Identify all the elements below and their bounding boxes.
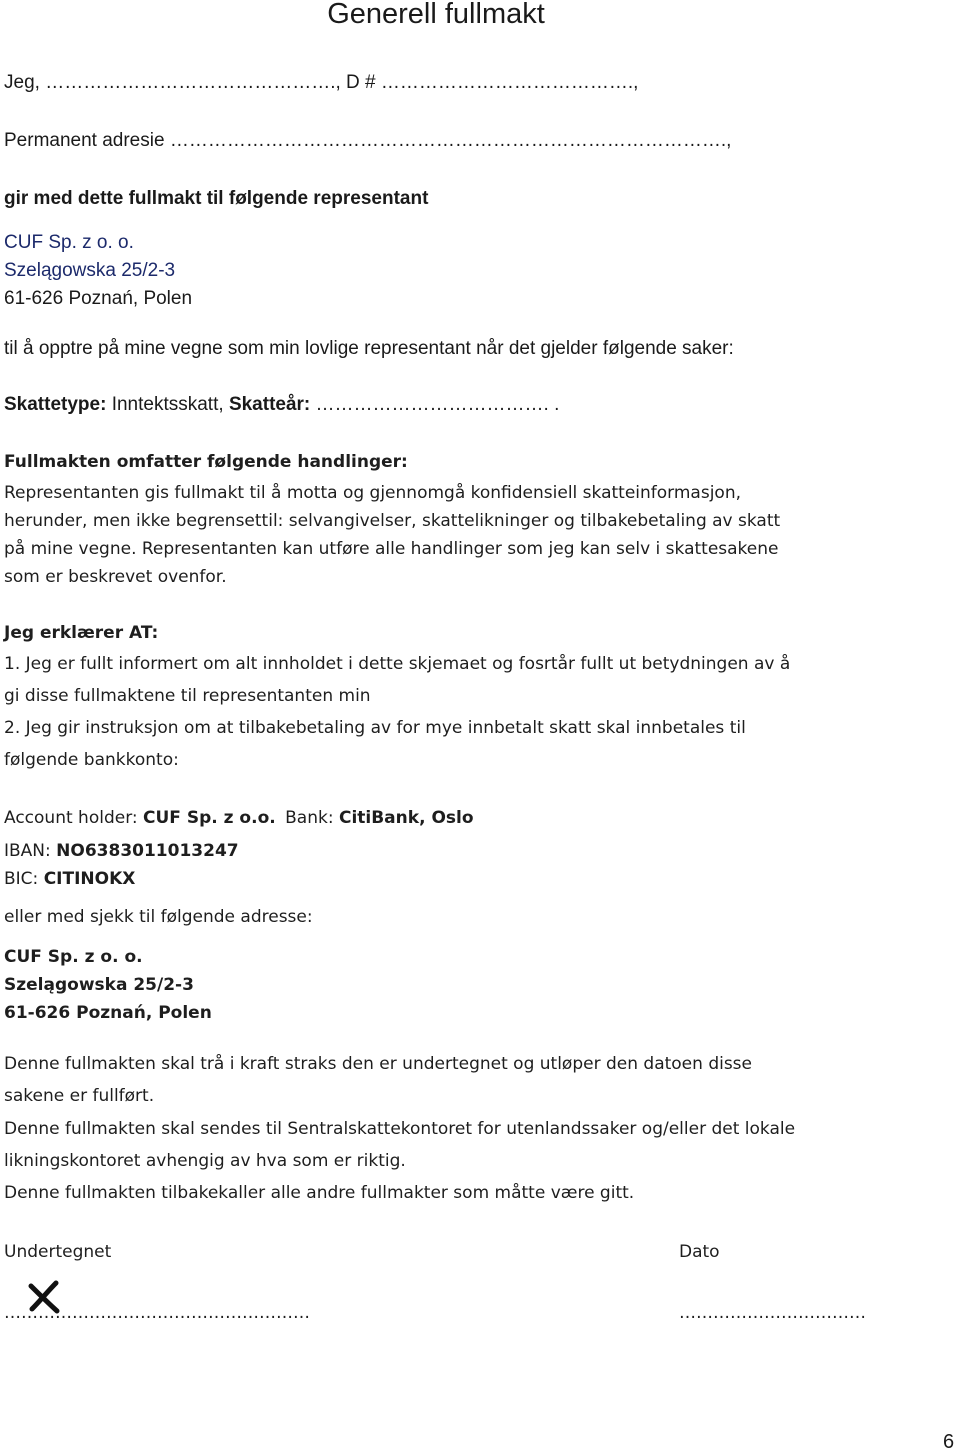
declare-heading: Jeg erklærer AT: (4, 623, 159, 643)
representative-city: 61-626 Poznań, Polen (4, 288, 193, 309)
representative-street: Szelągowska 25/2-3 (4, 260, 176, 281)
representative-name: CUF Sp. z o. o. (4, 232, 134, 253)
iban-label: IBAN: (4, 841, 51, 861)
final-line: likningskontoret avhengig av hva som er riktig. (4, 1151, 406, 1171)
iban-value: NO6383011013247 (56, 841, 239, 861)
date-line: …………………………… (679, 1303, 866, 1323)
signed-label: Undertegnet (4, 1242, 112, 1262)
declare-line: 2. Jeg gir instruksjon om at tilbakebetaling av for mye innbetalt skatt skal innbetales til (4, 718, 746, 738)
scope-heading: Fullmakten omfatter følgende handlinger: (4, 452, 408, 472)
final-line: Denne fullmakten skal trå i kraft straks den er undertegnet og utløper den datoen disse (4, 1054, 752, 1074)
cheque-name: CUF Sp. z o. o. (4, 947, 143, 967)
scope-line: herunder, men ikke begrensettil: selvangivelser, skattelikninger og tilbakebetaling av skatt (4, 511, 781, 531)
declare-line: følgende bankkonto: (4, 750, 179, 770)
signature-line: ……………………………………………… (4, 1303, 310, 1323)
tax-type-value: Inntektsskatt, (111, 394, 224, 415)
bic-label: BIC: (4, 869, 39, 889)
bank-holder-line (4, 810, 474, 827)
date-label: Dato (679, 1242, 720, 1262)
final-line: Denne fullmakten tilbakekaller alle andre fullmakter som måtte være gitt. (4, 1183, 635, 1203)
name-line: Jeg, ………………………………………., D # …………………………………., (4, 72, 639, 93)
iban-line (4, 843, 239, 860)
scope-line: som er beskrevet ovenfor. (4, 567, 227, 587)
page-title: Generell fullmakt (327, 0, 545, 30)
final-line: Denne fullmakten skal sendes til Sentralskattekontoret for utenlandssaker og/eller det lokale (4, 1119, 796, 1139)
bank-label: Bank: (285, 808, 334, 828)
declare-line: 1. Jeg er fullt informert om alt innholdet i dette skjemaet og fosrtår fullt ut betydningen av å (4, 654, 791, 674)
tax-line (4, 395, 559, 414)
bic-value: CITINOKX (43, 869, 136, 889)
scope-line: på mine vegne. Representanten kan utføre alle handlinger som jeg kan selv i skattesakene (4, 539, 779, 559)
tax-type-label: Skattetype: (4, 394, 107, 415)
cheque-city: 61-626 Poznań, Polen (4, 1003, 212, 1023)
account-holder-value: CUF Sp. z o.o. (143, 808, 276, 828)
declare-line: gi disse fullmaktene til representanten min (4, 686, 371, 706)
final-line: sakene er fullført. (4, 1086, 155, 1106)
cheque-street: Szelągowska 25/2-3 (4, 975, 194, 995)
account-holder-label: Account holder: (4, 808, 138, 828)
bic-line (4, 871, 135, 888)
cheque-text: eller med sjekk til følgende adresse: (4, 907, 313, 927)
tax-year-value: ………………………………. . (315, 394, 560, 415)
act-on-behalf-text: til å opptre på mine vegne som min lovlige representant når det gjelder følgende saker: (4, 338, 734, 359)
tax-year-label: Skatteår: (228, 394, 311, 415)
scope-line: Representanten gis fullmakt til å motta og gjennomgå konfidensiell skatteinformasjon, (4, 483, 741, 503)
address-line: Permanent adresie ……………………………………………………………………………., (4, 130, 732, 151)
page-number: 6 (943, 1431, 955, 1453)
bank-value: CitiBank, Oslo (338, 808, 474, 828)
grant-text: gir med dette fullmakt til følgende representant (4, 188, 429, 209)
